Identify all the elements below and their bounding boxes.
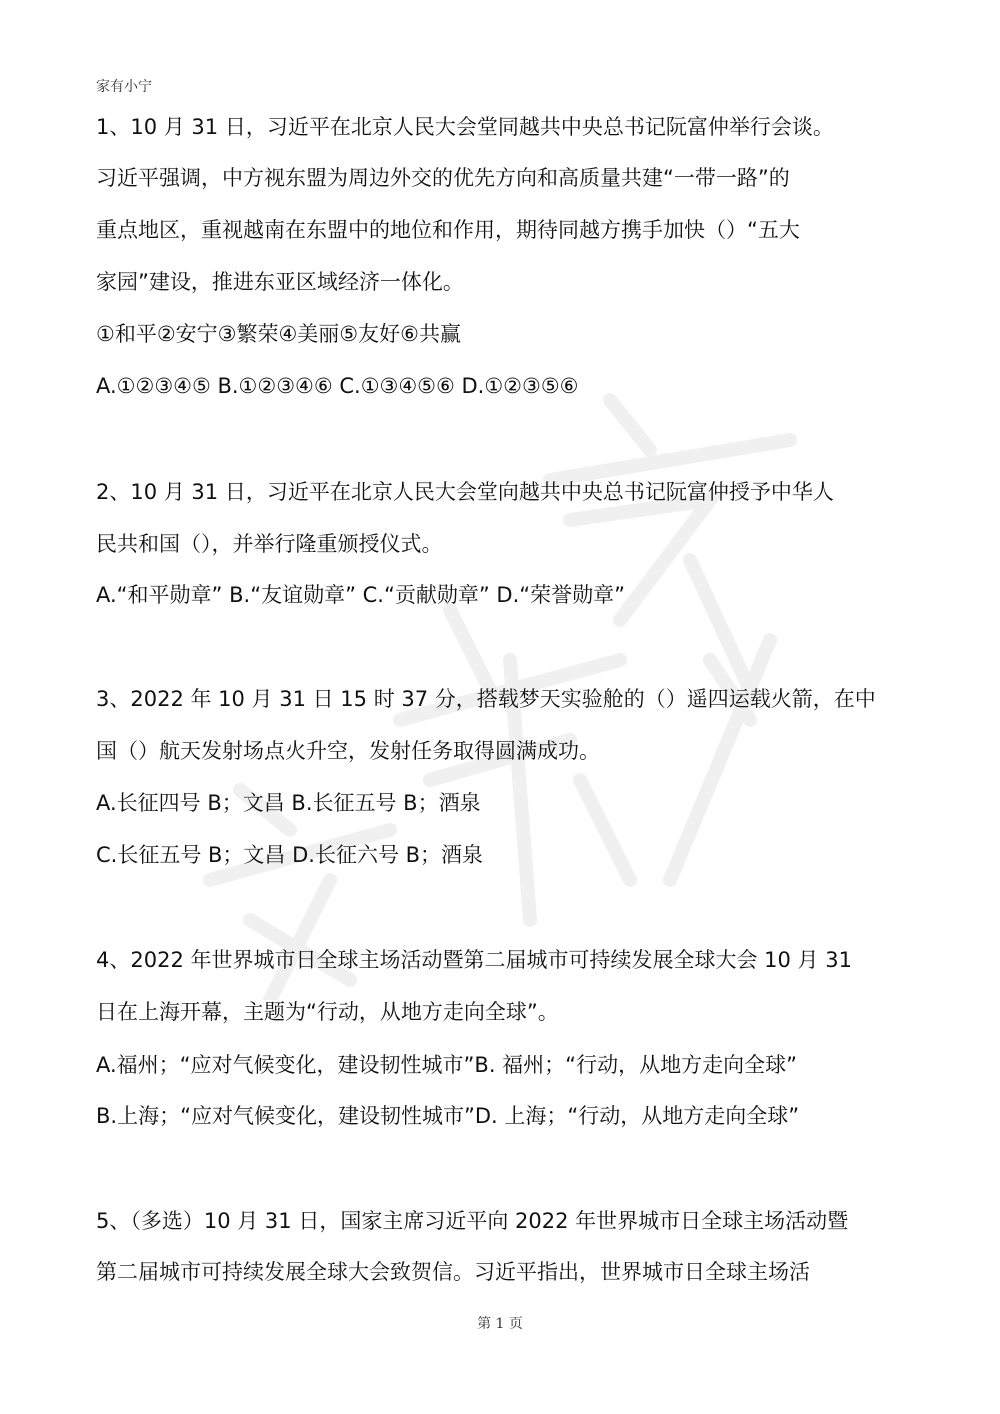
watermark-logo <box>150 360 850 1000</box>
question-text-line: 5、（多选）10 月 31 日，国家主席习近平向 2022 年世界城市日全球主场活动暨 <box>96 1209 849 1233</box>
page-header: 家有小宁 <box>96 79 152 95</box>
answer-options: C.长征五号 B；文昌 D.长征六号 B；酒泉 <box>96 843 484 867</box>
answer-options: A.长征四号 B；文昌 B.长征五号 B；酒泉 <box>96 791 481 815</box>
question-text-line: 4、2022 年世界城市日全球主场活动暨第二届城市可持续发展全球大会 10 月 31 <box>96 948 852 972</box>
question-text-line: 民共和国（），并举行隆重颁授仪式。 <box>96 532 443 556</box>
answer-options: A.福州；“应对气候变化，建设韧性城市”B. 福州；“行动，从地方走向全球” <box>96 1053 797 1077</box>
answer-options: B.上海；“应对气候变化，建设韧性城市”D. 上海；“行动，从地方走向全球” <box>96 1104 800 1128</box>
answer-options: A.“和平勋章” B.“友谊勋章” C.“贡献勋章” D.“荣誉勋章” <box>96 583 625 607</box>
page-number: 第 1 页 <box>477 1316 523 1332</box>
answer-options: A.①②③④⑤ B.①②③④⑥ C.①③④⑤⑥ D.①②③⑤⑥ <box>96 374 579 398</box>
question-text-line: 第二届城市可持续发展全球大会致贺信。习近平指出，世界城市日全球主场活 <box>96 1260 810 1284</box>
question-text-line: 日在上海开幕，主题为“行动，从地方走向全球”。 <box>96 1000 559 1024</box>
question-text-line: 习近平强调，中方视东盟为周边外交的优先方向和高质量共建“一带一路”的 <box>96 166 790 190</box>
question-text-line: 国（）航天发射场点火升空，发射任务取得圆满成功。 <box>96 739 600 763</box>
question-text-line: 1、10 月 31 日，习近平在北京人民大会堂同越共中央总书记阮富仲举行会谈。 <box>96 115 834 139</box>
question-text-line: 家园”建设，推进东亚区域经济一体化。 <box>96 270 464 294</box>
question-text-line: 重点地区，重视越南在东盟中的地位和作用，期待同越方携手加快（）“五大 <box>96 218 800 242</box>
question-text-line: 2、10 月 31 日，习近平在北京人民大会堂向越共中央总书记阮富仲授予中华人 <box>96 480 834 504</box>
question-text-line: ①和平②安宁③繁荣④美丽⑤友好⑥共赢 <box>96 322 461 346</box>
question-text-line: 3、2022 年 10 月 31 日 15 时 37 分，搭载梦天实验舱的（）遥四运载火箭，在中 <box>96 687 876 711</box>
